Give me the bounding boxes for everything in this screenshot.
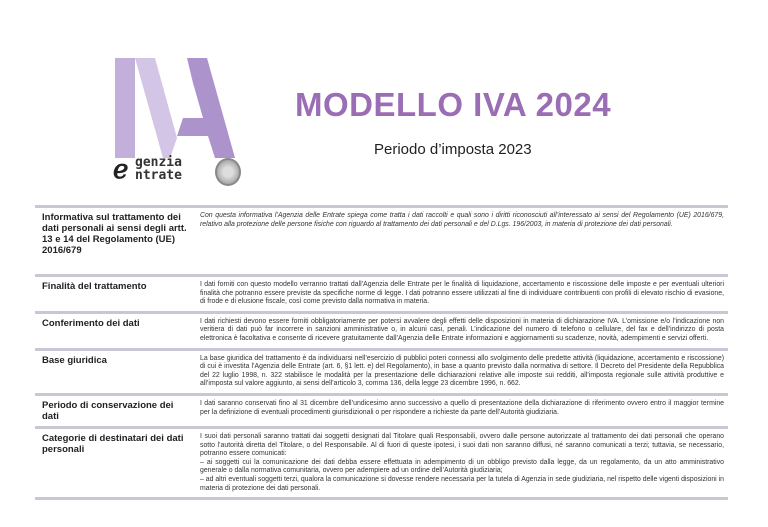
agency-line2: ntrate: [135, 168, 182, 183]
section-conferimento: [35, 311, 728, 348]
section-text: [192, 433, 728, 493]
section-finalita: [35, 274, 728, 311]
agenzia-entrate-logo: [113, 155, 182, 185]
section-destinatari: [35, 426, 728, 500]
bullet-item: – ad altri eventuali soggetti terzi, qualora la comunicazione si dovesse rendere necessaria per la tutela di Agenzia in sede giudiziaria, nel rispetto delle vigenti disposizioni in materia di protezione dei dati personali.: [200, 475, 724, 492]
italian-republic-seal-icon: [215, 158, 241, 186]
section-label: Informativa sul trattamento dei dati personali ai sensi degli artt. 13 e 14 del Regolamento (UE) 2016/679: [42, 212, 187, 256]
section-label: Periodo di conservazione dei dati: [42, 399, 174, 422]
section-text: La base giuridica del trattamento è da individuarsi nell’esercizio di pubblici poteri connessi allo svolgimento delle predette attività (liquidazione, accertamento e riscossione) di cui è investita l’Agenzia delle Entrate (art. 6, §1 lett. e) del Regolamento), in base a quanto previsto dalla normativa di settore. Il Decreto del Presidente della Repubblica del 22 luglio 1998, n. 322 stabilisce le modalità per la presentazione delle dichiarazioni relative alle imposte sui redditi, all’imposta regionale sulle attività produttive e all’imposta sul valore aggiunto, ai sensi dell’articolo 3, comma 136, della legge 23 dicembre 1996, n. 662.: [200, 354, 724, 388]
agency-e-icon: ℯ: [113, 155, 129, 185]
page-title: MODELLO IVA 2024: [295, 86, 612, 123]
section-informativa: [35, 205, 728, 274]
section-base-giuridica: [35, 348, 728, 393]
section-label: Base giuridica: [42, 354, 107, 366]
privacy-table: [35, 205, 728, 500]
section-text: I dati richiesti devono essere forniti obbligatoriamente per potersi avvalere degli effetti delle disposizioni in materia di dichiarazione IVA. L’omissione e/o l’indicazione non veritiera di dati può far incorrere in sanzioni amministrative o, in alcuni casi, penali. L’indicazione del numero di telefono o cellulare, del fax e dell’indirizzo di posta elettronica è facoltativa e consente di ricevere gratuitamente dall’Agenzia delle Entrate informazioni e aggiornamenti su scadenze, novità, adempimenti e servizi offerti.: [200, 317, 724, 342]
section-text: I dati saranno conservati fino al 31 dicembre dell’undicesimo anno successivo a quello di presentazione della dichiarazione di riferimento ovvero entro il maggior termine per la definizione di eventuali procedimenti giurisdizionali o per rispondere a richieste da parte dell’Autorità giudiziaria.: [200, 399, 724, 416]
section-conservazione: [35, 393, 728, 426]
section-label: Finalità del trattamento: [42, 281, 147, 292]
agency-line1: genzia: [135, 155, 182, 170]
section-label: Categorie di destinatari dei dati personali: [42, 432, 184, 455]
section-paragraph: I suoi dati personali saranno trattati dai soggetti designati dal Titolare quali Responsabili, ovvero dalle persone autorizzate al trattamento dei dati personali che operano sotto l’autorità diretta del Titolare, o del Responsabile. Al di fuori di queste ipotesi, i suoi dati non saranno diffusi, né saranno comunicati a terzi; tuttavia, se necessario, potranno essere comunicati:: [200, 432, 724, 458]
iva-logo: [115, 58, 235, 158]
section-label: Conferimento dei dati: [42, 317, 140, 329]
section-text: Con questa informativa l’Agenzia delle Entrate spiega come tratta i dati raccolti e quali sono i diritti riconosciuti all’interessato ai sensi del Regolamento (UE) 2016/679, relativo alla protezione delle persone fisiche con riguardo al trattamento dei dati personali e del D.Lgs. 196/2003, in materia di protezione dei dati personali.: [200, 212, 724, 228]
page-subtitle: Periodo d’imposta 2023: [374, 141, 532, 158]
section-text: I dati forniti con questo modello verranno trattati dall’Agenzia delle Entrate per le finalità di liquidazione, accertamento e riscossione delle imposte e per eventuali ulteriori finalità che potranno essere previste da specifiche norme di legge. I dati potranno essere utilizzati al fine di individuare contribuenti con profili di elevato rischio di evasione, di frode e di elusione fiscale, così come previsto dalla normativa in materia.: [200, 281, 724, 306]
bullet-item: – ai soggetti cui la comunicazione dei dati debba essere effettuata in adempimento di un obbligo previsto dalla legge, da un regolamento, da un atto amministrativo generale o dalla normativa comunitaria, ovvero per adempiere ad un ordine dell’Autorità giudiziaria;: [200, 458, 724, 475]
